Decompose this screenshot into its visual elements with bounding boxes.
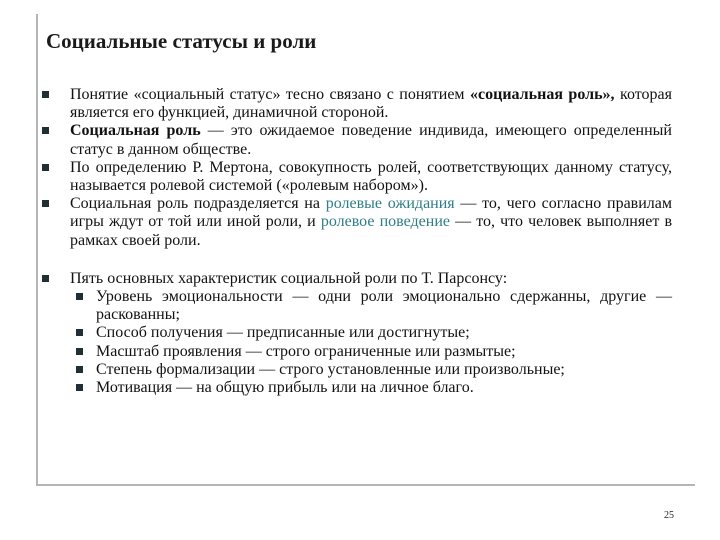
square-bullet-icon: [76, 348, 83, 355]
bullet-item: [42, 122, 672, 158]
bullet-text: Социальная роль подразделяется на: [70, 195, 326, 213]
bold-term: Социальная роль: [70, 122, 201, 140]
square-bullet-icon: [42, 200, 49, 207]
bullet-item: [42, 195, 672, 250]
bullet-text: Понятие «социальный статус» тесно связано с понятием: [70, 86, 470, 103]
bullet-text: — то, что человек выполняет в рамках своей роли.: [70, 213, 672, 249]
left-frame-line: [36, 14, 38, 485]
bullet-item: [42, 86, 672, 122]
bullet-text: По определению Р. Мертона, совокупность ролей, соответствующих данному статусу, называется ролевой системой («ролевым набором»).: [70, 158, 672, 195]
sub-bullet-text: Способ получения — предписанные или достигнутые;: [96, 324, 470, 342]
highlight-term: ролевое поведение: [320, 213, 450, 231]
sub-bullet-item: [42, 361, 672, 379]
square-bullet-icon: [76, 293, 83, 300]
sub-bullet-item: [42, 324, 672, 342]
bullet-text: — то, чего согласно правилам игры ждут от той или иной роли, и: [70, 195, 673, 231]
sub-bullet-text: Степень формализации — строго установленные или произвольные;: [96, 360, 565, 378]
square-bullet-icon: [42, 164, 49, 171]
bullet-text: — это ожидаемое поведение индивида, имеющего определенный статус в данном обществе.: [70, 122, 672, 158]
sub-bullet-text: Уровень эмоциональности — одни роли эмоционально сдержанны, другие — раскованны;: [96, 288, 672, 324]
bullet-text: Пять основных характеристик социальной роли по Т. Парсонсу:: [70, 269, 508, 287]
sub-bullet-item: [42, 379, 672, 397]
page-number: 25: [664, 510, 674, 521]
bold-term: «социальная роль»,: [470, 86, 615, 103]
sub-bullet-text: Масштаб проявления — строго ограниченные или размытые;: [96, 342, 516, 360]
slide-title: Социальные статусы и роли: [46, 29, 317, 53]
slide-content: [42, 86, 672, 397]
sub-bullet-text: Мотивация — на общую прибыль или на личное благо.: [96, 379, 474, 397]
square-bullet-icon: [76, 384, 83, 391]
square-bullet-icon: [76, 329, 83, 336]
bullet-text: которая является его функцией, динамичной стороной.: [70, 86, 672, 122]
square-bullet-icon: [42, 275, 49, 282]
sub-bullet-item: [42, 288, 672, 324]
square-bullet-icon: [76, 366, 83, 373]
square-bullet-icon: [42, 91, 49, 98]
bullet-item: [42, 270, 672, 288]
bottom-frame-line: [36, 484, 695, 486]
highlight-term: ролевые ожидания: [325, 195, 455, 213]
sub-bullet-item: [42, 343, 672, 361]
square-bullet-icon: [42, 127, 49, 134]
bullet-item: [42, 159, 672, 195]
